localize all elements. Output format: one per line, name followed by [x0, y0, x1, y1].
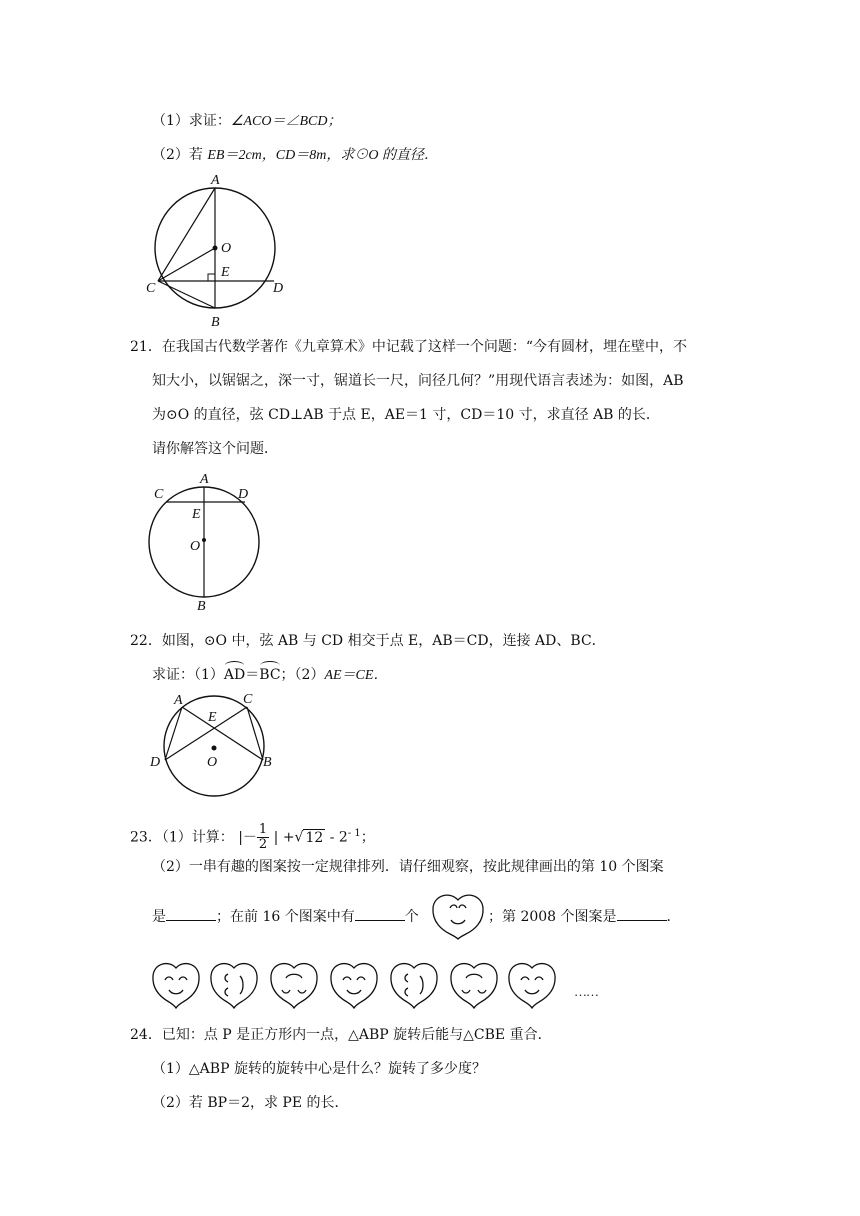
q23-part2-a: 是 [152, 909, 166, 925]
q22-label-a: A [174, 693, 183, 708]
q20-label-b: B [211, 315, 220, 330]
pattern-4-smile-up-icon [331, 964, 377, 1008]
q23-tail: - 2 [325, 829, 348, 846]
q23-part2-c: 个 [404, 909, 419, 925]
q21-label-o: O [190, 539, 201, 554]
q23-part2-b: ；在前 16 个图案中有 [216, 909, 355, 925]
q22-segment-ad [165, 707, 182, 760]
q23-plus: + [282, 829, 295, 846]
q20-part1 [152, 112, 341, 131]
q20-part2-expr: EB＝2cm，CD＝8m，求⊙O 的直径． [207, 148, 438, 163]
q22-label-o: O [207, 755, 218, 770]
pattern-6-flipped-icon [451, 964, 497, 1008]
q20-segment-co [158, 248, 215, 281]
q23-part1-prefix: 23．（1）计算： [130, 829, 234, 846]
q22-proof-mid: ；（2） [280, 667, 325, 683]
q22-chord-ab [182, 707, 263, 760]
q23-fraction [257, 823, 269, 852]
q23-part2-line2 [152, 906, 419, 926]
q20-part2-prefix: （2）若 [152, 147, 208, 163]
q24-line1: 24．已知：点 P 是正方形内一点，△ABP 旋转后能与△CBE 重合． [130, 1027, 552, 1043]
q20-circle-figure [140, 168, 300, 332]
q20-center-dot [213, 246, 218, 251]
q23-blank-2 [355, 906, 405, 921]
q23-part2-d: ；第 2008 个图案是 [488, 909, 617, 925]
pattern-5-sideways-icon [391, 964, 437, 1008]
q21-circle-figure [146, 470, 270, 612]
q23-semicolon: ； [360, 829, 375, 846]
q24-line3: （2）若 BP＝2，求 PE 的长． [152, 1095, 349, 1111]
q21-line1: 21．在我国古代数学著作《九章算术》中记载了这样一个问题：“今有圆材，埋在壁中，不 [130, 339, 687, 355]
q21-line3: 为⊙O 的直径，弦 CD⊥AB 于点 E，AE＝1 寸，CD＝10 寸，求直径 AB 的长． [152, 407, 660, 423]
q22-arc-bc: BC [259, 667, 281, 683]
q21-label-a: A [200, 472, 209, 487]
q22-chord-cd [165, 707, 247, 760]
q20-segment-ca [158, 188, 215, 281]
q20-label-c: C [146, 281, 156, 296]
q22-circle-figure [146, 690, 282, 802]
q23-sqrt-value: 12 [305, 829, 324, 846]
q20-label-e: E [221, 265, 230, 280]
pattern-1-smile-up-icon [153, 964, 199, 1008]
q21-label-d: D [238, 487, 249, 502]
q22-equals: ＝ [245, 667, 260, 683]
q20-label-o: O [221, 241, 232, 256]
q20-part2 [152, 146, 438, 165]
q21-label-c: C [154, 487, 164, 502]
q22-proof-part2: AE＝CE． [324, 668, 388, 683]
q22-label-c: C [243, 692, 253, 707]
q23-blank-3 [617, 906, 667, 921]
pattern-3-flipped-icon [271, 964, 317, 1008]
q23-part2-line2b [488, 906, 681, 926]
q22-label-b: B [263, 755, 272, 770]
q23-frac-num: 1 [258, 822, 268, 838]
pattern-2-sideways-icon [211, 964, 257, 1008]
q20-segment-cb [158, 281, 215, 308]
q20-part1-expr: ∠ACO＝∠BCD； [230, 114, 342, 129]
q23-inline-heart-icon [430, 892, 486, 940]
q23-blank-1 [166, 906, 216, 921]
q22-line1: 22．如图，⊙O 中，弦 AB 与 CD 相交于点 E，AB＝CD，连接 AD、BC． [130, 633, 606, 649]
q23-abs-right: | [269, 829, 279, 846]
q23-pattern-sequence [148, 956, 618, 1016]
q21-center-dot [202, 538, 206, 542]
q23-part1 [130, 818, 375, 853]
q21-line2: 知大小，以锯锯之，深一寸，锯道长一尺，问径几何？”用现代语言表述为：如图，AB [152, 373, 684, 389]
q23-abs-left: | [238, 829, 243, 846]
q22-center-dot [212, 746, 217, 751]
q20-label-d: D [273, 281, 284, 296]
q24-line2: （1）△ABP 旋转的旋转中心是什么？旋转了多少度？ [152, 1061, 486, 1077]
q23-frac-den: 2 [258, 837, 268, 853]
q22-proof-prefix: 求证：（1） [152, 667, 224, 683]
q23-minus: － [242, 829, 257, 846]
q20-part1-prefix: （1）求证： [152, 113, 231, 129]
q23-part2-e: ． [666, 909, 681, 925]
q22-proof [152, 666, 387, 685]
pattern-7-smile-up-icon [509, 964, 555, 1008]
q22-arc-ad: AD [223, 667, 246, 683]
q23-exponent: - 1 [347, 828, 361, 839]
q21-line4: 请你解答这个问题． [152, 441, 278, 457]
q23-sqrt-sign: √ [294, 829, 304, 846]
q21-label-e: E [192, 507, 201, 522]
pattern-ellipsis: …… [574, 984, 598, 999]
q23-part2-line1: （2）一串有趣的图案按一定规律排列．请仔细观察，按此规律画出的第 10 个图案 [152, 859, 664, 875]
q22-segment-bc [247, 707, 263, 760]
q22-label-e: E [208, 710, 217, 725]
q22-label-d: D [150, 755, 161, 770]
q20-right-angle-mark [208, 274, 215, 281]
q20-label-a: A [211, 173, 220, 188]
q21-label-b: B [197, 599, 206, 612]
